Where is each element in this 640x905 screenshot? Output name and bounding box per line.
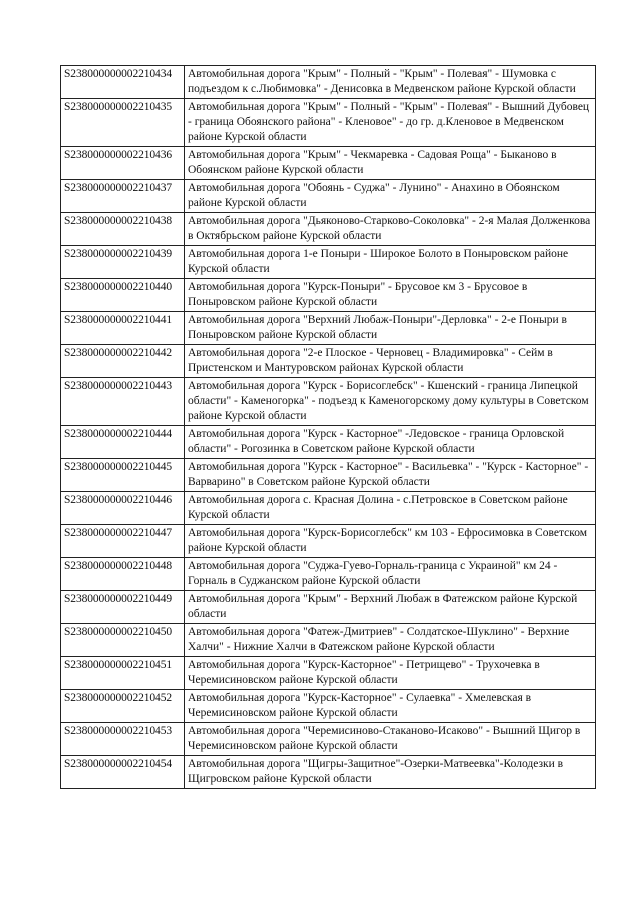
road-id-cell: S238000000002210445 — [61, 459, 185, 492]
table-row — [61, 426, 596, 459]
table-row — [61, 558, 596, 591]
table-row — [61, 459, 596, 492]
road-description-cell: Автомобильная дорога "Черемисиново-Стаканово-Исаково" - Вышний Щигор в Черемисиновском районе Курской области — [185, 723, 596, 756]
road-description-cell: Автомобильная дорога "Крым" - Полный - "Крым" - Полевая" - Шумовка с подъездом к с.Любимовка" - Денисовка в Медвенском районе Курской области — [185, 66, 596, 99]
road-id-cell: S238000000002210441 — [61, 312, 185, 345]
road-description-cell: Автомобильная дорога "Курск-Поныри" - Брусовое км 3 - Брусовое в Поныровском районе Курской области — [185, 279, 596, 312]
road-description-cell: Автомобильная дорога "Крым" - Чекмаревка - Садовая Роща" - Быканово в Обоянском районе Курской области — [185, 147, 596, 180]
road-id-cell: S238000000002210447 — [61, 525, 185, 558]
road-description-cell: Автомобильная дорога "2-е Плоское - Черновец - Владимировка" - Сейм в Пристенском и Мантуровском районах Курской области — [185, 345, 596, 378]
road-id-cell: S238000000002210442 — [61, 345, 185, 378]
table-row — [61, 756, 596, 789]
road-id-cell: S238000000002210443 — [61, 378, 185, 426]
table-row — [61, 99, 596, 147]
road-description-cell: Автомобильная дорога "Верхний Любаж-Поныри"-Дерловка" - 2-е Поныри в Поныровском районе Курской области — [185, 312, 596, 345]
road-id-cell: S238000000002210448 — [61, 558, 185, 591]
road-id-cell: S238000000002210438 — [61, 213, 185, 246]
road-id-cell: S238000000002210437 — [61, 180, 185, 213]
road-description-cell: Автомобильная дорога "Курск - Касторное" -Ледовское - граница Орловской области" - Рогозинка в Советском районе Курской области — [185, 426, 596, 459]
road-id-cell: S238000000002210449 — [61, 591, 185, 624]
table-row — [61, 624, 596, 657]
table-row — [61, 525, 596, 558]
road-description-cell: Автомобильная дорога "Курск - Борисоглебск" - Кшенский - граница Липецкой области" - Каменогорка" - подъезд к Каменогорскому дому культуры в Советском районе Курской области — [185, 378, 596, 426]
road-description-cell: Автомобильная дорога "Щигры-Защитное"-Озерки-Матвеевка"-Колодезки в Щигровском районе Курской области — [185, 756, 596, 789]
table-row — [61, 657, 596, 690]
table-row — [61, 66, 596, 99]
road-description-cell: Автомобильная дорога "Курск-Касторное" - Петрищево" - Трухочевка в Черемисиновском районе Курской области — [185, 657, 596, 690]
road-id-cell: S238000000002210444 — [61, 426, 185, 459]
table-body — [61, 66, 596, 789]
table-row — [61, 312, 596, 345]
road-description-cell: Автомобильная дорога "Курск-Касторное" - Сулаевка" - Хмелевская в Черемисиновском районе Курской области — [185, 690, 596, 723]
table-row — [61, 690, 596, 723]
road-id-cell: S238000000002210450 — [61, 624, 185, 657]
road-id-cell: S238000000002210440 — [61, 279, 185, 312]
road-id-cell: S238000000002210454 — [61, 756, 185, 789]
table-row — [61, 345, 596, 378]
road-description-cell: Автомобильная дорога "Фатеж-Дмитриев" - Солдатское-Шуклино" - Верхние Халчи" - Нижние Халчи в Фатежском районе Курской области — [185, 624, 596, 657]
roads-register-table — [60, 65, 596, 789]
road-description-cell: Автомобильная дорога 1-е Поныри - Широкое Болото в Поныровском районе Курской области — [185, 246, 596, 279]
table-row — [61, 147, 596, 180]
road-id-cell: S238000000002210434 — [61, 66, 185, 99]
road-description-cell: Автомобильная дорога "Обоянь - Суджа" - Лунино" - Анахино в Обоянском районе Курской области — [185, 180, 596, 213]
table-row — [61, 378, 596, 426]
road-description-cell: Автомобильная дорога с. Красная Долина - с.Петровское в Советском районе Курской области — [185, 492, 596, 525]
road-id-cell: S238000000002210446 — [61, 492, 185, 525]
road-id-cell: S238000000002210453 — [61, 723, 185, 756]
road-description-cell: Автомобильная дорога "Курск - Касторное" - Васильевка" - "Курск - Касторное" - Варварино" в Советском районе Курской области — [185, 459, 596, 492]
road-id-cell: S238000000002210439 — [61, 246, 185, 279]
table-row — [61, 723, 596, 756]
road-description-cell: Автомобильная дорога "Дьяконово-Старково-Соколовка" - 2-я Малая Долженкова в Октябрьском районе Курской области — [185, 213, 596, 246]
table-row — [61, 246, 596, 279]
road-description-cell: Автомобильная дорога "Суджа-Гуево-Горналь-граница с Украиной" км 24 - Горналь в Суджанском районе Курской области — [185, 558, 596, 591]
road-description-cell: Автомобильная дорога "Крым" - Полный - "Крым" - Полевая" - Вышний Дубовец - граница Обоянского района" - Кленовое" - до гр. д.Кленовое в Медвенском районе Курской области — [185, 99, 596, 147]
table-row — [61, 213, 596, 246]
road-id-cell: S238000000002210452 — [61, 690, 185, 723]
table-row — [61, 492, 596, 525]
table-row — [61, 279, 596, 312]
table-row — [61, 591, 596, 624]
road-id-cell: S238000000002210435 — [61, 99, 185, 147]
table-row — [61, 180, 596, 213]
road-id-cell: S238000000002210436 — [61, 147, 185, 180]
road-id-cell: S238000000002210451 — [61, 657, 185, 690]
road-description-cell: Автомобильная дорога "Курск-Борисоглебск" км 103 - Ефросимовка в Советском районе Курской области — [185, 525, 596, 558]
road-description-cell: Автомобильная дорога "Крым" - Верхний Любаж в Фатежском районе Курской области — [185, 591, 596, 624]
